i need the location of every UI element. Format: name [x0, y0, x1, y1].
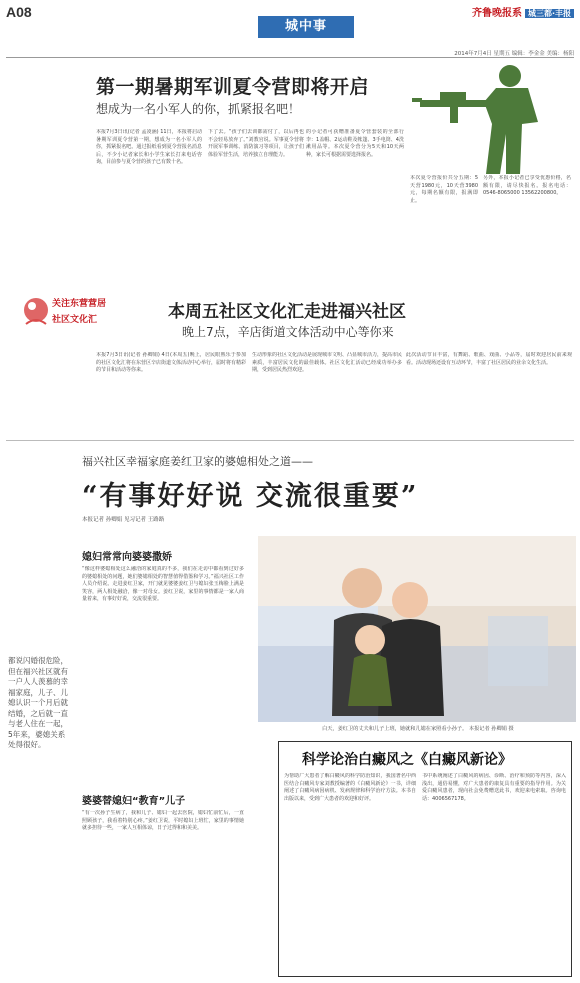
story1-column-2: 下了去。“孩子们去训都需付了，以后再也不会轻易放弃了。”刘教官说。军事夏令营将开展军事训练、消防演习等项目，让孩子们体验军营生活，培养独立自理能力。 — [208, 129, 304, 158]
ad-column-2: 书中系统阐述了白癜风的病因、诊断、治疗和预防等内容，深入浅出，通俗易懂，对广大患者的康复具有重要的指导作用。为关爱白癜风患者，现向社会免费赠送此书，欢迎来电索取。咨询电话：4006567178。 — [422, 773, 566, 802]
ad-headline: 科学论治白癜风之《白癜风新论》 — [302, 752, 512, 768]
story2-title: 本周五社区文化汇走进福兴社区 — [168, 302, 406, 322]
story3-subhead-1: 媳妇常常向婆婆撒娇 — [82, 552, 172, 563]
story1-column-5: 另外，本报小记者已享受优惠价格，名额有限，请尽快报名。报名电话：0546-8065000 13562200800。 — [483, 175, 571, 197]
story3-body-2: “有一次孙子生病了，我和儿子、媳妇一起去医院，媳妇忙前忙后，一直照顾孩子，我看着特别心疼。”姜红卫说，平时媳妇上班忙，家里的事情她就多担待一些，一家人互相体谅，日子过得和和美美。 — [82, 810, 244, 832]
story3-headline: “有事好好说 交流很重要” — [82, 481, 419, 512]
story3-subhead-2: 婆婆替媳妇“教育”儿子 — [82, 796, 186, 807]
story2-column-2: 生动形象的社区文化活动是展现城市文明、凸显城市活力，提高市民素质，丰富居民文化的最佳载体。社区文化汇活动已经成功举办多期，受到居民热烈欢迎。 — [252, 352, 402, 374]
story1-column-1: 本报7月3日讯(记者 孟凌涵) 11日，本报将启动暑期军训夏令营第一期，想成为一名小军人的你，抓紧报名吧。通过报纸看到夏令营报名消息后，不少小记者家长和小学生家长打来电话咨询，目前参与夏令营的孩子已有数十名。 — [96, 129, 202, 166]
brand-box: 城三都·丰报 — [525, 9, 574, 18]
photo-caption: 白天，姜红卫的丈夫和儿子上班，她就和儿媳在家照看小孙子。 本报记者 孙卿娟 摄 — [322, 726, 514, 732]
story2-column-1: 本报7月3日讯(记者 孙卿娟) 4日(本周五)晚上，居民眼熟乐于参加的社区文化汇将在东营区辛店街道文体活动中心举行，届时将有精彩的节目和活动等你来。 — [96, 352, 246, 374]
dateline: 2014年7月4日 星期五 编辑：李金金 美编：杨阳 — [454, 51, 574, 57]
story1-column-3: 的小记者可获赠准备夏令营套装的全部行李：1盖帽、2运动鞋及帐篷、3手电筒、4洗漱用品等。本次夏令营分为5天和10天两种，家长可根据需要选择报名。 — [306, 129, 404, 158]
community-culture-logo — [22, 286, 142, 336]
story3-side-note: 都说闪婚很危险，但在福兴社区就有一户人人羡慕的幸福家庭，儿子、儿媳认识一个月后就结婚，之后就一直与老人住在一起，5年来，婆媳关系处得很好。 — [8, 656, 68, 749]
story2-subtitle: 晚上7点，辛店街道文体活动中心等你来 — [182, 325, 394, 339]
story2-column-3: 此次活动节目丰富，有舞蹈、歌曲、戏曲、小品等，届时欢迎居民前来观看。活动现场还设有互动环节，丰富了社区居民的业余文化生活。 — [406, 352, 572, 366]
story1-title: 第一期暑期军训夏令营即将开启 — [96, 76, 370, 98]
soldier-silhouette-icon — [410, 62, 575, 177]
page-number: A08 — [6, 4, 32, 20]
story3-byline: 本报记者 孙卿娟 见习记者 王路路 — [82, 517, 165, 523]
logo-line-1: 关注东营营居 — [52, 299, 107, 309]
story3-body-1: “像这样婆媳相处这么融洽的家庭真的不多，我们在走访中都看到过好多的婆媳相处的问题，她们婆媳相处的智慧值得借鉴和学习。”福兴社区工作人员介绍说。走进姜红卫家，开门就见婆婆姜红卫与媳妇张玉梅脸上满是笑容，两人相处融洽，像一对母女。姜红卫说，家里的事情都是一家人商量着来，有事好好说，交流很重要。 — [82, 566, 244, 603]
header-divider — [6, 57, 574, 58]
logo-line-2: 社区文化汇 — [52, 315, 98, 325]
story1-subtitle: 想成为一名小军人的你，抓紧报名吧！ — [96, 102, 301, 116]
brand-name: 齐鲁晚报系 — [471, 8, 522, 19]
story3-kicker: 福兴社区幸福家庭姜红卫家的婆媳相处之道—— — [82, 455, 313, 468]
family-photo — [258, 536, 576, 722]
ad-column-1: 为帮助广大患者了解白癜风的科学防治知识，我国著名中西医结合白癜风专家刘教授编著的《白癜风新论》一书，详细阐述了白癜风病因病机、发病规律和科学治疗方法。本书自出版以来，受到广大患者的欢迎和好评。 — [284, 773, 416, 802]
story-divider — [6, 440, 574, 441]
newspaper-brand — [472, 4, 574, 19]
section-tag: 城中事 — [258, 16, 354, 38]
story1-column-4: 本次夏令营报价共分五期：5天营1980元，10天营3980元，每期名额有限，报满即止。 — [410, 175, 478, 204]
